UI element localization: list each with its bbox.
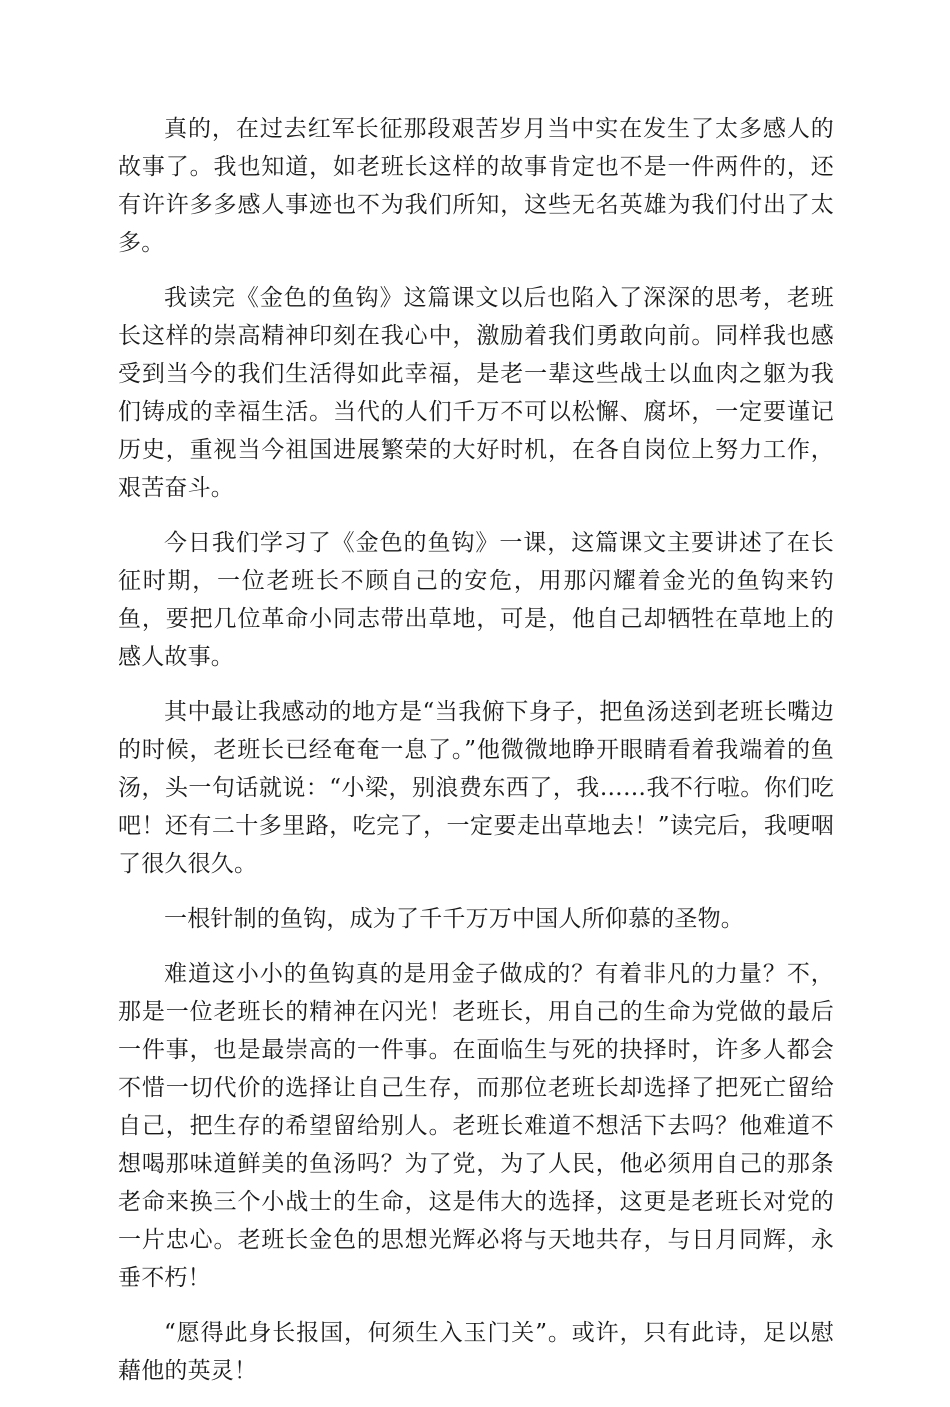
- paragraph-2: 我读完《金色的鱼钩》这篇课文以后也陷入了深深的思考，老班长这样的崇高精神印刻在我心中，激励着我们勇敢向前。同样我也感受到当今的我们生活得如此幸福，是老一辈这些战士以血肉之躯为我们铸成的幸福生活。当代的人们千万不可以松懈、腐坏，一定要谨记历史，重视当今祖国进展繁荣的大好时机，在各自岗位上努力工作，艰苦奋斗。: [118, 285, 834, 501]
- paragraph-3: 今日我们学习了《金色的鱼钩》一课，这篇课文主要讲述了在长征时期，一位老班长不顾自己的安危，用那闪耀着金光的鱼钩来钓鱼，要把几位革命小同志带出草地，可是，他自己却牺牲在草地上的感人故事。: [118, 530, 834, 670]
- document-body: [118, 110, 834, 1407]
- paragraph-1: 真的，在过去红军长征那段艰苦岁月当中实在发生了太多感人的故事了。我也知道，如老班长这样的故事肯定也不是一件两件的，还有许许多多感人事迹也不为我们所知，这些无名英雄为我们付出了太多。: [118, 116, 834, 256]
- paragraph-6: 难道这小小的鱼钩真的是用金子做成的？有着非凡的力量？不，那是一位老班长的精神在闪光！老班长，用自己的生命为党做的最后一件事，也是最崇高的一件事。在面临生与死的抉择时，许多人都会不惜一切代价的选择让自己生存，而那位老班长却选择了把死亡留给自己，把生存的希望留给别人。老班长难道不想活下去吗？他难道不想喝那味道鲜美的鱼汤吗？为了党，为了人民，他必须用自己的那条老命来换三个小战士的生命，这是伟大的选择，这更是老班长对党的一片忠心。老班长金色的思想光辉必将与天地共存，与日月同辉，永垂不朽！: [118, 961, 834, 1291]
- paragraph-4: 其中最让我感动的地方是“当我俯下身子，把鱼汤送到老班长嘴边的时候，老班长已经奄奄一息了。”他微微地睁开眼睛看着我端着的鱼汤，头一句话就说：“小梁，别浪费东西了，我……我不行啦。你们吃吧！还有二十多里路，吃完了，一定要走出草地去！”读完后，我哽咽了很久很久。: [118, 699, 834, 877]
- paragraph-7: “愿得此身长报国，何须生入玉门关”。或许，只有此诗，足以慰藉他的英灵！: [118, 1320, 834, 1384]
- paragraph-5: 一根针制的鱼钩，成为了千千万万中国人所仰慕的圣物。: [164, 906, 744, 932]
